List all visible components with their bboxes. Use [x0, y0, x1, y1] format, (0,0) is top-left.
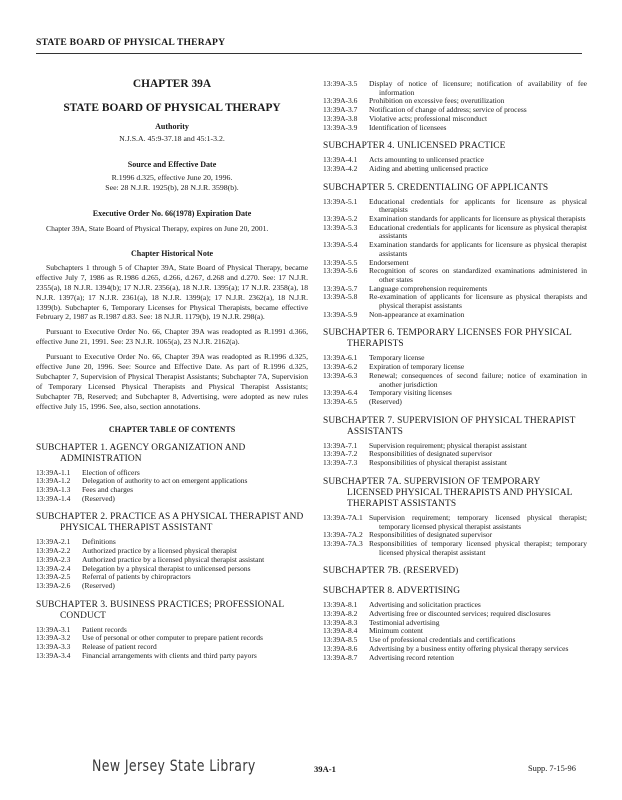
- section-number: 13:39A-8.6: [323, 643, 358, 653]
- toc-entry[interactable]: [323, 124, 587, 133]
- section-number: 13:39A-1.3: [36, 485, 71, 494]
- section-title: Election of officers: [82, 467, 140, 477]
- section-number: 13:39A-6.3: [323, 370, 358, 380]
- subchapter-block: [323, 566, 587, 577]
- section-number: 13:39A-2.4: [36, 563, 71, 573]
- section-number: 13:39A-5.3: [323, 222, 358, 232]
- subchapter-heading: SUBCHAPTER 7B. (RESERVED): [323, 566, 459, 577]
- section-number: 13:39A-3.7: [323, 105, 358, 115]
- section-title: Fees and charges: [82, 485, 134, 494]
- section-title: Endorsement: [369, 257, 409, 267]
- section-title: Educational credentials for applicants for licensure as physical therapist assistants: [369, 222, 587, 241]
- section-number: 13:39A-7A.2: [323, 530, 363, 540]
- section-title: Supervision requirement; temporary licensed physical therapist; temporary licensed physical therapist assistants: [369, 512, 587, 531]
- toc-entry[interactable]: [36, 495, 308, 504]
- section-title: Renewal; consequences of second failure; notice of examination in another jurisdiction: [369, 370, 587, 389]
- section-number: 13:39A-1.1: [36, 467, 71, 477]
- history-paragraph: Subchapters 1 through 5 of Chapter 39A, State Board of Physical Therapy, became effective July 7, 1986 as R.1986 d.265, d.266, d.267, d.268 and d.270. See: 17 N.J.R. 2355(a), 18 N.J.R. 1394(b); 17 N.J.R. 2356(a), 18 N.J.R. 1395(a); 17 N.J.R. 2358(a), 18 N.J.R. 1397(a); 17 N.J.R. 2361(a), 18 N.J.R. 1399(a); 17 N.J.R. 2362(a), 18 N.J.R. 1399(b). Subchapter 6, Temporary Licenses for Physical Therapists, became effective February 2, 1987 as R.1987 d.83. See: 18 N.J.R. 1179(b), 19 N.J.R. 298(a).: [36, 262, 308, 322]
- section-title: Violative acts; professional misconduct: [369, 113, 488, 123]
- toc-entry[interactable]: [323, 198, 587, 215]
- subchapter-block: [323, 183, 587, 320]
- toc-entry[interactable]: [323, 645, 587, 654]
- section-title: Identification of licensees: [369, 122, 447, 132]
- section-number: 13:39A-2.2: [36, 546, 71, 556]
- source-text: [36, 173, 308, 193]
- section-title: Advertising and solicitation practices: [369, 600, 481, 610]
- chapter-name: STATE BOARD OF PHYSICAL THERAPY: [63, 102, 281, 114]
- subchapter-heading: SUBCHAPTER 6. TEMPORARY LICENSES FOR PHYSICAL THERAPISTS: [323, 328, 572, 350]
- section-number: 13:39A-3.8: [323, 113, 358, 123]
- section-number: 13:39A-6.2: [323, 362, 358, 372]
- history-paragraph: Pursuant to Executive Order No. 66, Chapter 39A was readopted as R.1991 d.366, effective June 21, 1991. See: 23 N.J.R. 1065(a), 23 N.J.R. 2162(a).: [36, 327, 308, 347]
- section-title: Supervision requirement; physical therapist assistant: [369, 440, 527, 450]
- section-title: (Reserved): [369, 396, 402, 406]
- toc-entry[interactable]: [323, 80, 587, 97]
- section-title: Language comprehension requirements: [369, 283, 488, 293]
- section-number: 13:39A-3.3: [36, 642, 71, 652]
- header-rule: [36, 53, 582, 54]
- section-title: Aiding and abetting unlicensed practice: [369, 163, 489, 173]
- section-number: 13:39A-8.4: [323, 626, 358, 636]
- section-number: 13:39A-1.2: [36, 476, 71, 486]
- toc-entry[interactable]: [323, 372, 587, 389]
- page-number: 39A-1: [314, 764, 336, 774]
- section-number: 13:39A-3.4: [36, 650, 71, 660]
- section-title: Educational credentials for applicants for licensure as physical therapists: [369, 196, 587, 215]
- section-number: 13:39A-8.5: [323, 635, 358, 645]
- section-title: Patient records: [82, 624, 127, 634]
- section-title: Expiration of temporary license: [369, 362, 465, 372]
- source-text-line-1: R.1996 d.325, effective June 20, 1996.: [111, 173, 233, 182]
- authority-heading: Authority: [155, 122, 189, 131]
- supplement-date: Supp. 7-15-96: [528, 764, 576, 773]
- toc-entry[interactable]: [323, 514, 587, 531]
- section-title: Use of professional credentials and certifications: [369, 635, 516, 645]
- section-number: 13:39A-5.4: [323, 240, 358, 250]
- section-number: 13:39A-7.2: [323, 449, 358, 459]
- section-title: Examination standards for applicants for licensure as physical therapist assistants: [369, 240, 587, 258]
- section-title: Minimum content: [369, 626, 423, 636]
- section-number: 13:39A-8.1: [323, 600, 358, 610]
- section-number: 13:39A-7.3: [323, 458, 358, 468]
- chapter-number: CHAPTER 39A: [132, 78, 212, 90]
- subchapter-block: [323, 416, 587, 468]
- section-title: Notification of change of address; service of process: [369, 105, 527, 115]
- source-heading: Source and Effective Date: [127, 160, 217, 169]
- toc-entry[interactable]: [323, 654, 587, 663]
- toc-entry[interactable]: [323, 610, 587, 619]
- section-number: 13:39A-5.2: [323, 214, 358, 224]
- section-title: Delegation of authority to act on emergent applications: [82, 476, 248, 486]
- library-stamp: New Jersey State Library: [92, 756, 256, 775]
- section-number: 13:39A-2.6: [36, 580, 71, 590]
- section-title: Authorized practice by a licensed physical therapist: [82, 546, 237, 556]
- section-title: Advertising record retention: [369, 652, 454, 662]
- subchapter-heading: SUBCHAPTER 3. BUSINESS PRACTICES; PROFESSIONAL CONDUCT: [36, 599, 284, 621]
- section-number: 13:39A-4.1: [323, 155, 358, 165]
- subchapter-block: [36, 512, 308, 590]
- toc-entry[interactable]: [323, 293, 587, 310]
- toc-entry[interactable]: [323, 459, 587, 468]
- subchapter-heading: SUBCHAPTER 5. CREDENTIALING OF APPLICANTS: [323, 182, 549, 193]
- toc-entry[interactable]: [36, 582, 308, 591]
- section-number: 13:39A-3.9: [323, 122, 358, 132]
- section-number: 13:39A-6.5: [323, 396, 358, 406]
- section-title: Financial arrangements with clients and third party payors: [82, 650, 257, 660]
- section-title: Temporary license: [369, 353, 425, 363]
- left-column: [36, 78, 308, 660]
- section-number: 13:39A-5.7: [323, 283, 358, 293]
- section-title: Examination standards for applicants for licensure as physical therapists: [369, 214, 586, 224]
- toc-entry[interactable]: [323, 241, 587, 258]
- section-number: 13:39A-8.7: [323, 652, 358, 662]
- section-title: Referral of patients by chiropractors: [82, 572, 191, 582]
- right-top-entry-list: [323, 80, 587, 132]
- section-title: Responsibilities of designated supervisor: [369, 530, 493, 540]
- toc-entry[interactable]: [36, 573, 308, 582]
- section-number: 13:39A-3.1: [36, 624, 71, 634]
- toc-title: CHAPTER TABLE OF CONTENTS: [108, 424, 236, 434]
- section-title: Advertising by a business entity offering physical therapy services: [369, 643, 569, 653]
- section-title: Temporary visiting licenses: [369, 388, 452, 398]
- subchapter-block: [36, 600, 308, 661]
- subchapter-heading: SUBCHAPTER 4. UNLICENSED PRACTICE: [323, 141, 506, 152]
- subchapter-block: [323, 586, 587, 662]
- section-number: 13:39A-7.1: [323, 440, 358, 450]
- section-number: 13:39A-1.4: [36, 493, 71, 503]
- subchapter-block: [323, 477, 587, 558]
- authority-text: N.J.S.A. 45:9-37.18 and 45:1-3.2.: [119, 134, 225, 143]
- section-number: 13:39A-5.6: [323, 266, 358, 276]
- section-title: Testimonial advertising: [369, 617, 440, 627]
- toc-entry[interactable]: [36, 477, 308, 486]
- right-subchapter-list: [323, 141, 587, 662]
- toc-entry[interactable]: [323, 165, 587, 174]
- toc-entry[interactable]: [36, 486, 308, 495]
- toc-entry[interactable]: [36, 652, 308, 661]
- section-title: Acts amounting to unlicensed practice: [369, 155, 484, 165]
- section-number: 13:39A-5.8: [323, 292, 358, 302]
- section-number: 13:39A-5.1: [323, 196, 358, 206]
- toc-entry[interactable]: [323, 389, 587, 398]
- section-title: Definitions: [82, 537, 116, 547]
- section-title: Responsibilities of designated supervisor: [369, 449, 493, 459]
- toc-entry[interactable]: [323, 619, 587, 628]
- subchapter-heading: SUBCHAPTER 1. AGENCY ORGANIZATION AND ADMINISTRATION: [36, 442, 246, 464]
- section-title: Release of patient record: [82, 642, 157, 652]
- section-number: 13:39A-5.5: [323, 257, 358, 267]
- section-number: 13:39A-4.2: [323, 163, 358, 173]
- toc-entry[interactable]: [36, 634, 308, 643]
- subchapter-heading: SUBCHAPTER 7. SUPERVISION OF PHYSICAL THERAPIST ASSISTANTS: [323, 415, 576, 437]
- section-number: 13:39A-6.1: [323, 353, 358, 363]
- source-text-line-2: See: 28 N.J.R. 1925(b), 28 N.J.R. 3598(b).: [105, 183, 239, 192]
- section-number: 13:39A-8.3: [323, 617, 358, 627]
- section-number: 13:39A-3.6: [323, 96, 358, 106]
- left-subchapter-list: [36, 443, 308, 661]
- subchapter-heading: SUBCHAPTER 8. ADVERTISING: [323, 586, 461, 597]
- section-number: 13:39A-3.5: [323, 79, 358, 88]
- history-paragraphs: [36, 263, 308, 412]
- section-title: Responsibilities of temporary licensed physical therapist; temporary licensed physical therapist assistant: [369, 538, 587, 557]
- section-number: 13:39A-2.1: [36, 537, 71, 547]
- section-number: 13:39A-2.5: [36, 572, 71, 582]
- running-head: STATE BOARD OF PHYSICAL THERAPY: [36, 37, 226, 48]
- section-number: 13:39A-2.3: [36, 554, 71, 564]
- subchapter-heading: SUBCHAPTER 2. PRACTICE AS A PHYSICAL THERAPIST AND PHYSICAL THERAPIST ASSISTANT: [36, 512, 304, 534]
- toc-entry[interactable]: [323, 540, 587, 557]
- section-title: Authorized practice by a licensed physical therapist assistant: [82, 554, 265, 564]
- right-column: [323, 80, 587, 662]
- subchapter-heading: SUBCHAPTER 7A. SUPERVISION OF TEMPORARY LICENSED PHYSICAL THERAPISTS AND PHYSICAL THERAPIST ASSISTANTS: [323, 476, 573, 509]
- toc-entry[interactable]: [323, 267, 587, 284]
- section-number: 13:39A-8.2: [323, 609, 358, 619]
- subchapter-block: [323, 328, 587, 406]
- section-title: Recognition of scores on standardized examinations administered in other states: [369, 266, 587, 284]
- section-title: Prohibition on excessive fees; overutilization: [369, 96, 505, 106]
- section-title: (Reserved): [82, 580, 115, 590]
- section-title: Responsibilities of physical therapist assistant: [369, 458, 507, 468]
- section-number: 13:39A-7A.1: [323, 512, 363, 522]
- section-number: 13:39A-3.2: [36, 633, 71, 643]
- toc-entry[interactable]: [323, 311, 587, 320]
- section-title: Delegation by a physical therapist to unlicensed persons: [82, 563, 251, 573]
- history-heading: Chapter Historical Note: [130, 248, 214, 258]
- eo-text: Chapter 39A, State Board of Physical Therapy, expires on June 20, 2001.: [46, 224, 269, 233]
- toc-entry[interactable]: [323, 224, 587, 241]
- eo-heading: Executive Order No. 66(1978) Expiration Date: [92, 209, 252, 218]
- section-title: (Reserved): [82, 493, 115, 503]
- toc-entry[interactable]: [323, 115, 587, 124]
- subchapter-block: [323, 141, 587, 173]
- section-title: Advertising free or discounted services; required disclosures: [369, 609, 551, 619]
- section-title: Re-examination of applicants for licensure as physical therapists and physical therapist assistants: [369, 292, 587, 311]
- section-number: 13:39A-5.9: [323, 309, 358, 319]
- section-number: 13:39A-7A.3: [323, 538, 363, 548]
- subchapter-block: [36, 443, 308, 504]
- section-title: Non-appearance at examination: [369, 309, 465, 319]
- section-title: Display of notice of licensure; notification of availability of fee information: [369, 79, 587, 97]
- section-title: Use of personal or other computer to prepare patient records: [82, 633, 263, 643]
- history-paragraph: Pursuant to Executive Order No. 66, Chapter 39A was readopted as R.1996 d.325, effective June 20, 1996. See: Source and Effective Date. As part of R.1996 d.325, Subchapter 7, Supervision of Physical Therapist Assistants; Subchapter 7A, Supervision of Temporary Licensed Physical Therapists and Physical Therapist Assistants; Subchapter 7B, Reserved; and Subchapter 8, Advertising, were adopted as new rules effective July 15, 1996. See, also, section annotations.: [36, 352, 308, 411]
- toc-entry[interactable]: [323, 398, 587, 407]
- section-number: 13:39A-6.4: [323, 388, 358, 398]
